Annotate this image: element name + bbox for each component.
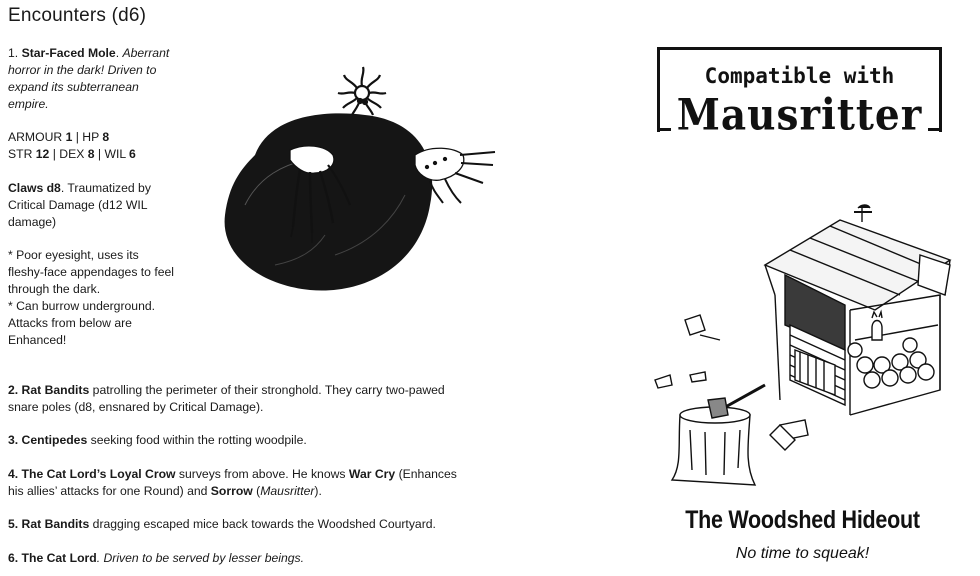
entry-6-text: . Driven to be served by lesser beings. [96, 551, 305, 565]
adventure-subtitle: No time to squeak! [735, 545, 870, 562]
attack-name: Claws d8 [8, 181, 61, 195]
wil-value: 6 [129, 147, 136, 161]
dex-value: 8 [87, 147, 95, 161]
spell-war-cry: War Cry [348, 467, 396, 481]
entry-1-attack [8, 180, 208, 231]
entry-5 [8, 516, 568, 533]
entry-1-stats [8, 129, 208, 163]
entry-5-name: 5. Rat Bandits [8, 517, 90, 531]
page-heading: Encounters (d6) [8, 5, 147, 26]
star-faced-mole-illustration [215, 55, 500, 300]
entry-3-text: seeking food within the rotting woodpile. [87, 433, 307, 447]
note-line: Enhanced! [8, 333, 67, 347]
entry-2-text-l1: patrolling the perimeter of their stronghold. They carry two-pawed [89, 383, 445, 397]
logo-frame-bottom-left [657, 128, 671, 131]
logo-frame-bottom-right [928, 128, 942, 131]
wil-label: | WIL [94, 147, 130, 161]
entry-4-source: Mausritter [260, 484, 315, 498]
attack-text-l1: . Traumatized by [60, 181, 151, 195]
entry-3-name: 3. Centipedes [8, 433, 88, 447]
logo-brand-text: Mausritter [676, 89, 923, 141]
entry-1-notes [8, 247, 218, 349]
note-line: through the dark. [8, 282, 101, 296]
entry-1-desc-l2: horror in the dark! Driven to [8, 63, 157, 77]
entry-1-name: Star-Faced Mole [21, 46, 116, 60]
adventure-title: The Woodshed Hideout [685, 506, 920, 534]
armour-label: ARMOUR [8, 130, 66, 144]
entry-1-desc-l4: empire. [8, 97, 49, 111]
note-line: fleshy-face appendages to feel [8, 265, 175, 279]
attack-text-l3: damage) [8, 215, 57, 229]
entry-4-text: ). [314, 484, 322, 498]
entry-4 [8, 466, 568, 500]
entry-3 [8, 432, 568, 449]
entry-2 [8, 382, 568, 416]
str-label: STR [8, 147, 36, 161]
woodshed-illustration [650, 200, 970, 495]
hp-value: 8 [102, 130, 110, 144]
entry-2-text-l2: snare poles (d8, ensnared by Critical Damage). [8, 400, 264, 414]
entry-6-name: 6. The Cat Lord [8, 551, 97, 565]
hp-label: | HP [72, 130, 103, 144]
note-line: * Can burrow underground. [8, 299, 156, 313]
entry-1-description: 1. Star-Faced Mole. Aberrant horror in the dark! Driven to expand its subterranean empire. [8, 46, 170, 111]
entry-4-text: (Enhances [395, 467, 457, 481]
entry-4-text: his allies’ attacks for one Round) and [8, 484, 211, 498]
entry-2-name: 2. Rat Bandits [8, 383, 90, 397]
note-line: Attacks from below are [8, 316, 132, 330]
entry-1-number: 1. [8, 46, 22, 60]
note-line: * Poor eyesight, uses its [8, 248, 139, 262]
entry-1-desc-l3: expand its subterranean [8, 80, 139, 94]
entry-4-text: ( [252, 484, 261, 498]
entry-4-text: surveys from above. He knows [175, 467, 349, 481]
attack-text-l2: Critical Damage (d12 WIL [8, 198, 148, 212]
armour-value: 1 [65, 130, 73, 144]
spell-sorrow: Sorrow [210, 484, 253, 498]
entry-5-text: dragging escaped mice back towards the Woodshed Courtyard. [89, 517, 436, 531]
logo-compatible-text: Compatible with [704, 64, 895, 88]
dex-label: | DEX [49, 147, 88, 161]
str-value: 12 [35, 147, 50, 161]
entry-4-name: 4. The Cat Lord’s Loyal Crow [8, 467, 176, 481]
entry-6 [8, 550, 568, 567]
entry-1-desc-l1: Aberrant [122, 46, 170, 60]
